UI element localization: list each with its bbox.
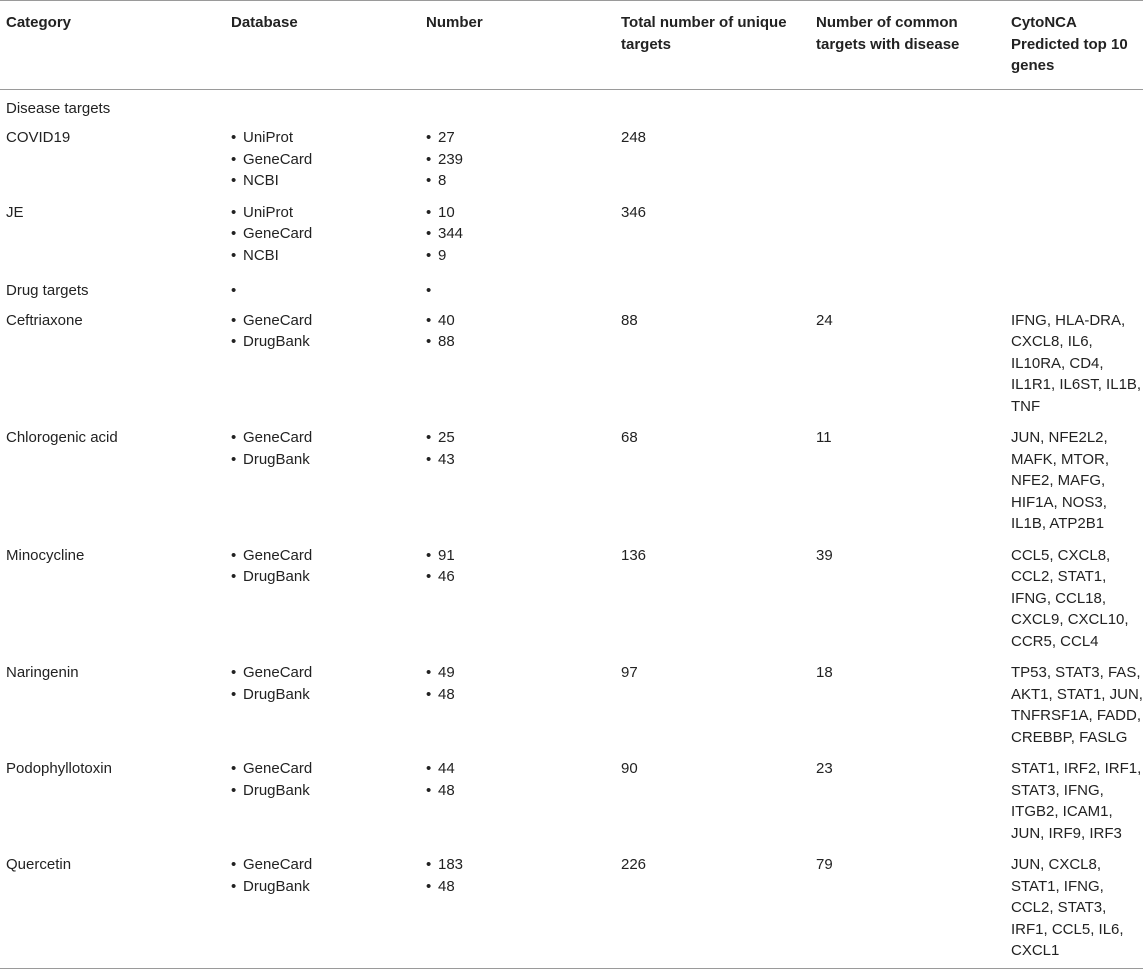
list-item: • DrugBank — [231, 684, 420, 706]
total-cell: 346 — [621, 203, 647, 221]
number-cell — [420, 541, 615, 659]
total-cell: 97 — [621, 664, 638, 681]
empty-bullet — [426, 280, 615, 302]
number-cell — [420, 272, 615, 306]
list-item: • 27 — [426, 127, 615, 149]
table-row — [0, 306, 1143, 424]
category-cell: JE — [6, 203, 24, 221]
total-cell: 90 — [621, 760, 638, 777]
list-item: • DrugBank — [231, 780, 420, 802]
list-item: • 10 — [426, 202, 615, 224]
common-cell: 24 — [816, 311, 833, 329]
header-database: Database — [231, 14, 298, 31]
number-cell — [420, 754, 615, 850]
database-cell — [225, 198, 420, 273]
category-cell: Podophyllotoxin — [6, 760, 112, 777]
list-item: • 88 — [426, 331, 615, 353]
common-cell: 18 — [816, 664, 833, 681]
list-item: • DrugBank — [231, 331, 420, 353]
table-row — [0, 658, 1143, 754]
genes-cell — [1005, 198, 1143, 273]
section-row-drug — [0, 272, 1143, 306]
table-row — [0, 541, 1143, 659]
header-common-targets: Number of common targets with disease — [816, 14, 960, 53]
genes-cell: CCL5, CXCL8, CCL2, STAT1, IFNG, CCL18, CXCL9, CXCL10, CCR5, CCL4 — [1011, 546, 1129, 650]
common-cell: 39 — [816, 546, 833, 564]
number-cell — [420, 658, 615, 754]
genes-cell: TP53, STAT3, FAS, AKT1, STAT1, JUN, TNFRSF1A, FADD, CREBBP, FASLG — [1011, 664, 1143, 746]
list-item: • 44 — [426, 758, 615, 780]
table-row — [0, 198, 1143, 273]
list-item: • NCBI — [231, 170, 420, 192]
database-cell — [225, 850, 420, 968]
header-category: Category — [6, 14, 72, 31]
list-item: • GeneCard — [231, 662, 420, 684]
total-cell: 248 — [621, 129, 647, 146]
list-item: • GeneCard — [231, 223, 420, 245]
list-item: • DrugBank — [231, 566, 420, 588]
database-cell — [225, 272, 420, 306]
database-cell — [225, 754, 420, 850]
category-cell: Naringenin — [6, 664, 79, 681]
genes-cell: JUN, NFE2L2, MAFK, MTOR, NFE2, MAFG, HIF1A, NOS3, IL1B, ATP2B1 — [1011, 429, 1110, 532]
list-item: • GeneCard — [231, 545, 420, 567]
header-number: Number — [426, 14, 483, 31]
list-item: • DrugBank — [231, 876, 420, 898]
list-item: • GeneCard — [231, 758, 420, 780]
common-cell — [810, 198, 1005, 273]
table-row — [0, 123, 1143, 198]
number-cell — [420, 306, 615, 424]
genes-cell — [1005, 123, 1143, 198]
common-cell: 23 — [816, 760, 833, 777]
common-cell: 11 — [816, 429, 832, 446]
list-item: • 43 — [426, 449, 615, 471]
section-label: Disease targets — [6, 99, 111, 117]
list-item: • UniProt — [231, 127, 420, 149]
list-item: • 239 — [426, 149, 615, 171]
database-cell — [225, 423, 420, 541]
number-cell — [420, 423, 615, 541]
number-cell — [420, 198, 615, 273]
list-item: • 91 — [426, 545, 615, 567]
number-cell — [420, 850, 615, 968]
list-item: • GeneCard — [231, 854, 420, 876]
category-cell: COVID19 — [6, 129, 71, 146]
list-item: • 183 — [426, 854, 615, 876]
list-item: • 46 — [426, 566, 615, 588]
list-item: • GeneCard — [231, 149, 420, 171]
header-top-genes: CytoNCA Predicted top 10 genes — [1011, 14, 1128, 74]
header-total-unique: Total number of unique targets — [621, 14, 787, 53]
category-cell: Quercetin — [6, 856, 72, 873]
database-cell — [225, 306, 420, 424]
header-row — [0, 1, 1143, 90]
database-cell — [225, 123, 420, 198]
list-item: • 40 — [426, 310, 615, 332]
genes-cell: STAT1, IRF2, IRF1, STAT3, IFNG, ITGB2, ICAM1, JUN, IRF9, IRF3 — [1011, 760, 1142, 842]
list-item: • 25 — [426, 427, 615, 449]
section-row-disease — [0, 89, 1143, 123]
database-cell — [225, 541, 420, 659]
list-item: • 49 — [426, 662, 615, 684]
genes-cell: JUN, CXCL8, STAT1, IFNG, CCL2, STAT3, IRF1, CCL5, IL6, CXCL1 — [1011, 856, 1124, 959]
list-item: • DrugBank — [231, 449, 420, 471]
total-cell: 88 — [621, 311, 638, 329]
database-cell — [225, 658, 420, 754]
table-row — [0, 850, 1143, 968]
empty-bullet — [231, 280, 420, 302]
category-cell: Minocycline — [6, 546, 85, 564]
list-item: • UniProt — [231, 202, 420, 224]
table-row — [0, 423, 1143, 541]
list-item: • 9 — [426, 245, 615, 267]
category-cell: Chlorogenic acid — [6, 429, 118, 446]
list-item: • 8 — [426, 170, 615, 192]
common-cell: 79 — [816, 856, 833, 873]
total-cell: 136 — [621, 546, 647, 564]
list-item: • GeneCard — [231, 310, 420, 332]
list-item: • 48 — [426, 780, 615, 802]
section-label: Drug targets — [6, 282, 89, 299]
total-cell: 68 — [621, 429, 638, 446]
genes-cell: IFNG, HLA-DRA, CXCL8, IL6, IL10RA, CD4, IL1R1, IL6ST, IL1B, TNF — [1011, 311, 1142, 415]
table-row — [0, 754, 1143, 850]
category-cell: Ceftriaxone — [6, 311, 83, 329]
list-item: • 344 — [426, 223, 615, 245]
common-cell — [810, 123, 1005, 198]
number-cell — [420, 123, 615, 198]
total-cell: 226 — [621, 856, 647, 873]
list-item: • GeneCard — [231, 427, 420, 449]
list-item: • NCBI — [231, 245, 420, 267]
list-item: • 48 — [426, 876, 615, 898]
list-item: • 48 — [426, 684, 615, 706]
